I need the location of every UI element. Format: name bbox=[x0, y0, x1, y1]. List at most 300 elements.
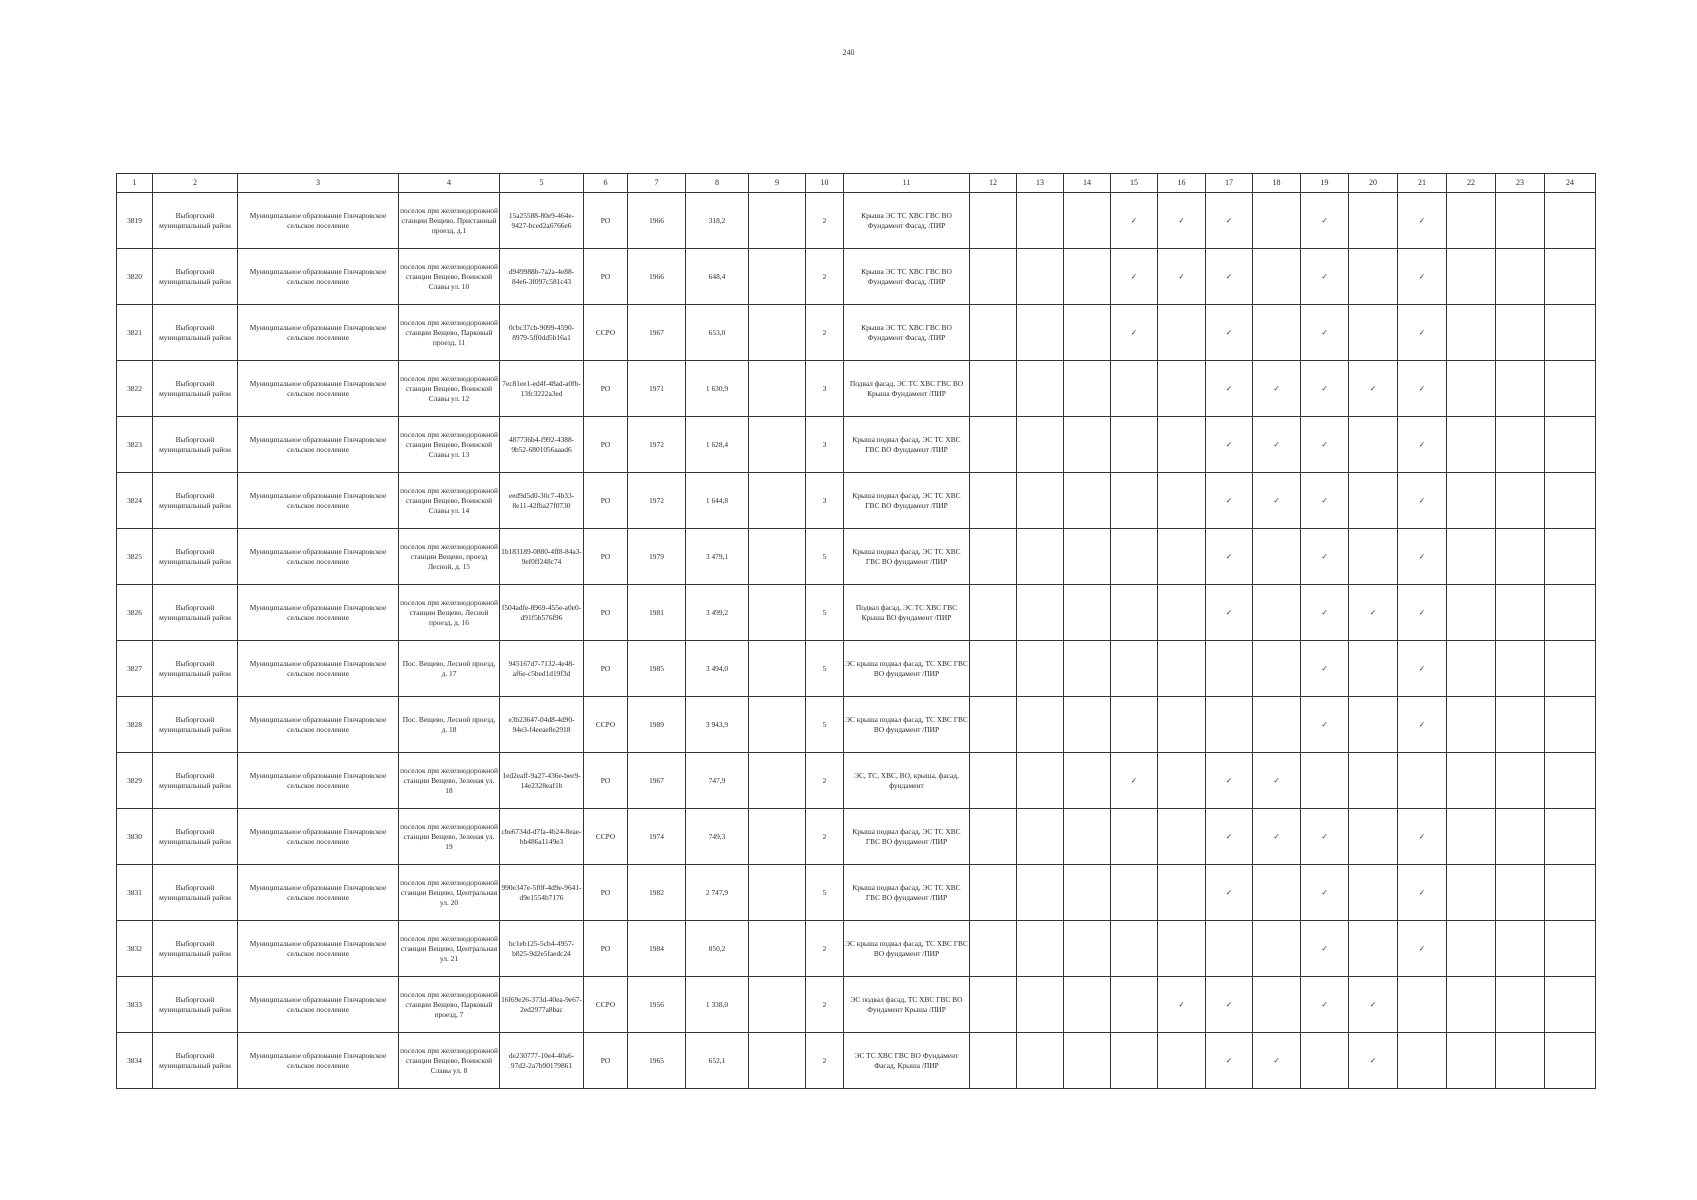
table-row bbox=[117, 193, 1596, 249]
floors-cell: 5 bbox=[806, 697, 844, 753]
column-22-cell bbox=[1447, 1033, 1496, 1089]
column-13-cell bbox=[1017, 641, 1064, 697]
district-cell: Выборгский муниципальный район bbox=[153, 361, 238, 417]
column-21-cell bbox=[1398, 473, 1447, 529]
building-id-cell: d949988b-7a2a-4e88-84e6-3f097c581c43 bbox=[500, 249, 584, 305]
building-id-cell: cbe6734d-d7fa-4b24-8eae-bb486a1149e3 bbox=[500, 809, 584, 865]
column-12-cell bbox=[970, 753, 1017, 809]
area-cell: 652,1 bbox=[686, 1033, 749, 1089]
column-18-cell bbox=[1253, 193, 1301, 249]
address-cell: Пос. Вещево, Лесной проезд, д. 17 bbox=[399, 641, 500, 697]
column-15-cell bbox=[1111, 921, 1158, 977]
column-16-cell bbox=[1158, 249, 1206, 305]
column-12-cell bbox=[970, 1033, 1017, 1089]
column-16-cell bbox=[1158, 417, 1206, 473]
type-cell: РО bbox=[584, 753, 628, 809]
column-15-cell bbox=[1111, 249, 1158, 305]
table-row bbox=[117, 1033, 1596, 1089]
type-cell: ССРО bbox=[584, 809, 628, 865]
municipality-cell: Муниципальное образование Гончаровское сельское поселение bbox=[238, 1033, 399, 1089]
works-cell: ЭС ТС ХВС ГВС ВО Фундамент Фасад, Крыша /ПИР bbox=[844, 1033, 970, 1089]
district-cell: Выборгский муниципальный район bbox=[153, 865, 238, 921]
check-mark-icon: ✓ bbox=[1418, 831, 1426, 841]
column-20-cell bbox=[1349, 753, 1398, 809]
column-9-cell bbox=[749, 417, 806, 473]
column-header-6: 6 bbox=[584, 174, 628, 193]
type-cell: РО bbox=[584, 921, 628, 977]
check-mark-icon: ✓ bbox=[1178, 271, 1185, 281]
column-22-cell bbox=[1447, 361, 1496, 417]
column-header-23: 23 bbox=[1496, 174, 1545, 193]
check-mark-icon: ✓ bbox=[1130, 775, 1138, 785]
type-cell: РО bbox=[584, 1033, 628, 1089]
municipality-cell: Муниципальное образование Гончаровское сельское поселение bbox=[238, 921, 399, 977]
column-21-cell bbox=[1398, 1033, 1447, 1089]
column-17-cell bbox=[1206, 1033, 1253, 1089]
check-mark-icon: ✓ bbox=[1225, 327, 1233, 337]
column-22-cell bbox=[1447, 977, 1496, 1033]
works-cell: Крыша ЭС ТС ХВС ГВС ВО Фундамент Фасад, /ПИР bbox=[844, 193, 970, 249]
column-13-cell bbox=[1017, 809, 1064, 865]
check-mark-icon: ✓ bbox=[1321, 383, 1328, 393]
municipality-cell: Муниципальное образование Гончаровское сельское поселение bbox=[238, 865, 399, 921]
table-row bbox=[117, 641, 1596, 697]
floors-cell: 2 bbox=[806, 1033, 844, 1089]
check-mark-icon: ✓ bbox=[1418, 887, 1426, 897]
column-24-cell bbox=[1545, 585, 1596, 641]
column-19-cell bbox=[1301, 809, 1349, 865]
column-9-cell bbox=[749, 361, 806, 417]
works-cell: ЭС крыша подвал фасад, ТС ХВС ГВС ВО фундамент /ПИР bbox=[844, 641, 970, 697]
column-18-cell bbox=[1253, 361, 1301, 417]
area-cell: 653,0 bbox=[686, 305, 749, 361]
building-id-cell: e3b23647-04d8-4d90-94e3-f4eeae8e2918 bbox=[500, 697, 584, 753]
page-number: 240 bbox=[842, 48, 855, 57]
header-row bbox=[117, 174, 1596, 193]
column-21-cell bbox=[1398, 529, 1447, 585]
address-cell: поселок при железнодорожной станции Вещево, Воинской Славы ул. 14 bbox=[399, 473, 500, 529]
column-21-cell bbox=[1398, 977, 1447, 1033]
column-19-cell bbox=[1301, 249, 1349, 305]
column-17-cell bbox=[1206, 697, 1253, 753]
check-mark-icon: ✓ bbox=[1273, 439, 1280, 449]
row-number: 3834 bbox=[117, 1033, 153, 1089]
column-13-cell bbox=[1017, 1033, 1064, 1089]
works-cell: Крыша ЭС ТС ХВС ГВС ВО Фундамент Фасад, /ПИР bbox=[844, 305, 970, 361]
building-id-cell: 15a25588-80e9-464e-9427-bced2a6766e6 bbox=[500, 193, 584, 249]
column-20-cell bbox=[1349, 193, 1398, 249]
area-cell: 747,9 bbox=[686, 753, 749, 809]
column-16-cell bbox=[1158, 809, 1206, 865]
column-header-9: 9 bbox=[749, 174, 806, 193]
address-cell: поселок при железнодорожной станции Вещево, Воинской Славы ул. 8 bbox=[399, 1033, 500, 1089]
column-24-cell bbox=[1545, 417, 1596, 473]
column-22-cell bbox=[1447, 529, 1496, 585]
column-21-cell bbox=[1398, 697, 1447, 753]
check-mark-icon: ✓ bbox=[1225, 495, 1233, 505]
area-cell: 318,2 bbox=[686, 193, 749, 249]
column-23-cell bbox=[1496, 417, 1545, 473]
check-mark-icon: ✓ bbox=[1225, 1055, 1233, 1065]
area-cell: 1 644,8 bbox=[686, 473, 749, 529]
column-23-cell bbox=[1496, 193, 1545, 249]
column-23-cell bbox=[1496, 585, 1545, 641]
column-12-cell bbox=[970, 809, 1017, 865]
area-cell: 2 747,9 bbox=[686, 865, 749, 921]
floors-cell: 2 bbox=[806, 753, 844, 809]
building-id-cell: eed9d5d0-30c7-4b33-8e11-42fba27f0730 bbox=[500, 473, 584, 529]
column-19-cell bbox=[1301, 977, 1349, 1033]
column-14-cell bbox=[1064, 305, 1111, 361]
column-16-cell bbox=[1158, 977, 1206, 1033]
municipality-cell: Муниципальное образование Гончаровское сельское поселение bbox=[238, 753, 399, 809]
column-12-cell bbox=[970, 361, 1017, 417]
address-cell: поселок при железнодорожной станции Вещево, Центральная ул. 20 bbox=[399, 865, 500, 921]
column-23-cell bbox=[1496, 753, 1545, 809]
column-24-cell bbox=[1545, 473, 1596, 529]
check-mark-icon: ✓ bbox=[1273, 495, 1280, 505]
column-22-cell bbox=[1447, 473, 1496, 529]
address-cell: поселок при железнодорожной станции Вещево, Лесной проезд, д. 16 bbox=[399, 585, 500, 641]
column-17-cell bbox=[1206, 361, 1253, 417]
column-12-cell bbox=[970, 585, 1017, 641]
column-13-cell bbox=[1017, 305, 1064, 361]
municipality-cell: Муниципальное образование Гончаровское сельское поселение bbox=[238, 641, 399, 697]
column-14-cell bbox=[1064, 865, 1111, 921]
check-mark-icon: ✓ bbox=[1321, 271, 1328, 281]
check-mark-icon: ✓ bbox=[1418, 327, 1426, 337]
column-20-cell bbox=[1349, 977, 1398, 1033]
year-cell: 1967 bbox=[628, 305, 686, 361]
column-16-cell bbox=[1158, 361, 1206, 417]
year-cell: 1956 bbox=[628, 977, 686, 1033]
column-12-cell bbox=[970, 305, 1017, 361]
column-18-cell bbox=[1253, 529, 1301, 585]
check-mark-icon: ✓ bbox=[1273, 1055, 1280, 1065]
column-20-cell bbox=[1349, 921, 1398, 977]
column-9-cell bbox=[749, 865, 806, 921]
works-cell: ЭС, ТС, ХВС, ВО, крыша, фасад, фундамент bbox=[844, 753, 970, 809]
district-cell: Выборгский муниципальный район bbox=[153, 193, 238, 249]
column-21-cell bbox=[1398, 865, 1447, 921]
column-14-cell bbox=[1064, 697, 1111, 753]
check-mark-icon: ✓ bbox=[1225, 439, 1233, 449]
municipality-cell: Муниципальное образование Гончаровское сельское поселение bbox=[238, 529, 399, 585]
column-22-cell bbox=[1447, 417, 1496, 473]
floors-cell: 2 bbox=[806, 921, 844, 977]
column-14-cell bbox=[1064, 585, 1111, 641]
column-9-cell bbox=[749, 697, 806, 753]
column-18-cell bbox=[1253, 249, 1301, 305]
column-18-cell bbox=[1253, 473, 1301, 529]
column-17-cell bbox=[1206, 921, 1253, 977]
column-23-cell bbox=[1496, 697, 1545, 753]
table-row bbox=[117, 865, 1596, 921]
floors-cell: 3 bbox=[806, 361, 844, 417]
column-16-cell bbox=[1158, 529, 1206, 585]
column-header-11: 11 bbox=[844, 174, 970, 193]
building-id-cell: f504adfe-8969-455e-a0e0-d91f5b576f96 bbox=[500, 585, 584, 641]
check-mark-icon: ✓ bbox=[1225, 607, 1233, 617]
column-16-cell bbox=[1158, 641, 1206, 697]
works-cell: Крыша подвал фасад, ЭС ТС ХВС ГВС ВО Фундамент /ПИР bbox=[844, 473, 970, 529]
row-number: 3826 bbox=[117, 585, 153, 641]
column-20-cell bbox=[1349, 473, 1398, 529]
works-cell: ЭС крыша подвал фасад, ТС ХВС ГВС ВО фундамент /ПИР bbox=[844, 921, 970, 977]
district-cell: Выборгский муниципальный район bbox=[153, 1033, 238, 1089]
column-header-15: 15 bbox=[1111, 174, 1158, 193]
column-19-cell bbox=[1301, 697, 1349, 753]
column-16-cell bbox=[1158, 753, 1206, 809]
row-number: 3827 bbox=[117, 641, 153, 697]
column-12-cell bbox=[970, 529, 1017, 585]
floors-cell: 5 bbox=[806, 865, 844, 921]
column-17-cell bbox=[1206, 417, 1253, 473]
area-cell: 850,2 bbox=[686, 921, 749, 977]
district-cell: Выборгский муниципальный район bbox=[153, 249, 238, 305]
column-9-cell bbox=[749, 641, 806, 697]
column-header-7: 7 bbox=[628, 174, 686, 193]
column-header-16: 16 bbox=[1158, 174, 1206, 193]
column-22-cell bbox=[1447, 249, 1496, 305]
building-id-cell: 7ec81ee1-ed4f-48ad-a0fb-13fc3222a3ed bbox=[500, 361, 584, 417]
column-23-cell bbox=[1496, 641, 1545, 697]
address-cell: поселок при железнодорожной станции Вещево, Зеленая ул. 19 bbox=[399, 809, 500, 865]
row-number: 3819 bbox=[117, 193, 153, 249]
building-id-cell: 1b183189-0880-4ff8-84a3-9ef0ff248c74 bbox=[500, 529, 584, 585]
column-16-cell bbox=[1158, 473, 1206, 529]
building-id-cell: bc1eb125-5cb4-4957-b825-9d2e5faedc24 bbox=[500, 921, 584, 977]
column-15-cell bbox=[1111, 529, 1158, 585]
column-20-cell bbox=[1349, 1033, 1398, 1089]
column-12-cell bbox=[970, 977, 1017, 1033]
check-mark-icon: ✓ bbox=[1418, 271, 1426, 281]
column-13-cell bbox=[1017, 585, 1064, 641]
column-21-cell bbox=[1398, 193, 1447, 249]
address-cell: поселок при железнодорожной станции Вещево, Парковый проезд, 11 bbox=[399, 305, 500, 361]
column-14-cell bbox=[1064, 361, 1111, 417]
column-16-cell bbox=[1158, 865, 1206, 921]
check-mark-icon: ✓ bbox=[1321, 831, 1328, 841]
municipality-cell: Муниципальное образование Гончаровское сельское поселение bbox=[238, 809, 399, 865]
column-18-cell bbox=[1253, 1033, 1301, 1089]
address-cell: поселок при железнодорожной станции Вещево, Воинской Славы ул. 10 bbox=[399, 249, 500, 305]
check-mark-icon: ✓ bbox=[1130, 215, 1138, 225]
check-mark-icon: ✓ bbox=[1321, 999, 1328, 1009]
year-cell: 1982 bbox=[628, 865, 686, 921]
column-header-12: 12 bbox=[970, 174, 1017, 193]
type-cell: РО bbox=[584, 529, 628, 585]
column-23-cell bbox=[1496, 529, 1545, 585]
check-mark-icon: ✓ bbox=[1321, 551, 1328, 561]
area-cell: 3 943,9 bbox=[686, 697, 749, 753]
column-17-cell bbox=[1206, 977, 1253, 1033]
check-mark-icon: ✓ bbox=[1273, 831, 1280, 841]
column-19-cell bbox=[1301, 1033, 1349, 1089]
type-cell: РО bbox=[584, 361, 628, 417]
floors-cell: 3 bbox=[806, 417, 844, 473]
column-22-cell bbox=[1447, 697, 1496, 753]
column-18-cell bbox=[1253, 305, 1301, 361]
type-cell: ССРО bbox=[584, 977, 628, 1033]
column-13-cell bbox=[1017, 865, 1064, 921]
area-cell: 1 338,0 bbox=[686, 977, 749, 1033]
column-header-21: 21 bbox=[1398, 174, 1447, 193]
table-row bbox=[117, 529, 1596, 585]
address-cell: поселок при железнодорожной станции Вещево, Зеленая ул. 18 bbox=[399, 753, 500, 809]
column-24-cell bbox=[1545, 193, 1596, 249]
municipality-cell: Муниципальное образование Гончаровское сельское поселение bbox=[238, 305, 399, 361]
column-20-cell bbox=[1349, 809, 1398, 865]
column-19-cell bbox=[1301, 585, 1349, 641]
check-mark-icon: ✓ bbox=[1225, 775, 1233, 785]
check-mark-icon: ✓ bbox=[1369, 607, 1377, 617]
column-24-cell bbox=[1545, 305, 1596, 361]
column-20-cell bbox=[1349, 417, 1398, 473]
registry-table bbox=[116, 173, 1596, 1089]
column-18-cell bbox=[1253, 585, 1301, 641]
column-header-5: 5 bbox=[500, 174, 584, 193]
area-cell: 749,3 bbox=[686, 809, 749, 865]
column-17-cell bbox=[1206, 473, 1253, 529]
district-cell: Выборгский муниципальный район bbox=[153, 641, 238, 697]
column-15-cell bbox=[1111, 585, 1158, 641]
year-cell: 1972 bbox=[628, 473, 686, 529]
column-22-cell bbox=[1447, 865, 1496, 921]
column-header-8: 8 bbox=[686, 174, 749, 193]
column-15-cell bbox=[1111, 417, 1158, 473]
district-cell: Выборгский муниципальный район bbox=[153, 417, 238, 473]
column-16-cell bbox=[1158, 193, 1206, 249]
column-21-cell bbox=[1398, 305, 1447, 361]
column-12-cell bbox=[970, 641, 1017, 697]
column-23-cell bbox=[1496, 921, 1545, 977]
column-14-cell bbox=[1064, 641, 1111, 697]
column-17-cell bbox=[1206, 809, 1253, 865]
column-12-cell bbox=[970, 193, 1017, 249]
column-13-cell bbox=[1017, 529, 1064, 585]
column-16-cell bbox=[1158, 1033, 1206, 1089]
column-14-cell bbox=[1064, 1033, 1111, 1089]
column-20-cell bbox=[1349, 585, 1398, 641]
type-cell: ССРО bbox=[584, 305, 628, 361]
year-cell: 1989 bbox=[628, 697, 686, 753]
type-cell: РО bbox=[584, 193, 628, 249]
works-cell: Крыша ЭС ТС ХВС ГВС ВО Фундамент Фасад, /ПИР bbox=[844, 249, 970, 305]
row-number: 3832 bbox=[117, 921, 153, 977]
column-14-cell bbox=[1064, 417, 1111, 473]
area-cell: 3 494,0 bbox=[686, 641, 749, 697]
column-12-cell bbox=[970, 249, 1017, 305]
works-cell: Крыша подвал фасад, ЭС ТС ХВС ГВС ВО фундамент /ПИР bbox=[844, 809, 970, 865]
column-14-cell bbox=[1064, 249, 1111, 305]
column-16-cell bbox=[1158, 697, 1206, 753]
area-cell: 648,4 bbox=[686, 249, 749, 305]
check-mark-icon: ✓ bbox=[1130, 271, 1138, 281]
column-21-cell bbox=[1398, 585, 1447, 641]
column-17-cell bbox=[1206, 249, 1253, 305]
column-17-cell bbox=[1206, 193, 1253, 249]
column-13-cell bbox=[1017, 753, 1064, 809]
district-cell: Выборгский муниципальный район bbox=[153, 585, 238, 641]
column-15-cell bbox=[1111, 809, 1158, 865]
column-20-cell bbox=[1349, 529, 1398, 585]
column-15-cell bbox=[1111, 1033, 1158, 1089]
column-13-cell bbox=[1017, 361, 1064, 417]
column-24-cell bbox=[1545, 921, 1596, 977]
table-row bbox=[117, 361, 1596, 417]
column-22-cell bbox=[1447, 809, 1496, 865]
year-cell: 1971 bbox=[628, 361, 686, 417]
building-id-cell: 1ed2eaff-9a27-436e-bee9-14e2328eaf1b bbox=[500, 753, 584, 809]
year-cell: 1966 bbox=[628, 249, 686, 305]
column-15-cell bbox=[1111, 361, 1158, 417]
column-17-cell bbox=[1206, 529, 1253, 585]
column-21-cell bbox=[1398, 809, 1447, 865]
floors-cell: 2 bbox=[806, 809, 844, 865]
column-9-cell bbox=[749, 249, 806, 305]
column-18-cell bbox=[1253, 977, 1301, 1033]
check-mark-icon: ✓ bbox=[1321, 943, 1328, 953]
address-cell: поселок при железнодорожной станции Вещево, Пристанный проезд, д.1 bbox=[399, 193, 500, 249]
table-row bbox=[117, 977, 1596, 1033]
works-cell: ЭС крыша подвал фасад, ТС ХВС ГВС ВО фундамент /ПИР bbox=[844, 697, 970, 753]
column-header-18: 18 bbox=[1253, 174, 1301, 193]
column-14-cell bbox=[1064, 753, 1111, 809]
check-mark-icon: ✓ bbox=[1178, 215, 1185, 225]
column-19-cell bbox=[1301, 865, 1349, 921]
check-mark-icon: ✓ bbox=[1418, 383, 1426, 393]
table-row bbox=[117, 697, 1596, 753]
column-23-cell bbox=[1496, 305, 1545, 361]
column-23-cell bbox=[1496, 809, 1545, 865]
column-19-cell bbox=[1301, 641, 1349, 697]
column-24-cell bbox=[1545, 361, 1596, 417]
year-cell: 1965 bbox=[628, 1033, 686, 1089]
check-mark-icon: ✓ bbox=[1418, 943, 1426, 953]
building-id-cell: 16f69e26-373d-40ea-9e67-2ed2977a8bac bbox=[500, 977, 584, 1033]
check-mark-icon: ✓ bbox=[1321, 663, 1328, 673]
column-15-cell bbox=[1111, 865, 1158, 921]
floors-cell: 5 bbox=[806, 641, 844, 697]
municipality-cell: Муниципальное образование Гончаровское сельское поселение bbox=[238, 249, 399, 305]
column-23-cell bbox=[1496, 361, 1545, 417]
check-mark-icon: ✓ bbox=[1321, 887, 1328, 897]
check-mark-icon: ✓ bbox=[1369, 1055, 1377, 1065]
check-mark-icon: ✓ bbox=[1418, 663, 1426, 673]
column-20-cell bbox=[1349, 361, 1398, 417]
check-mark-icon: ✓ bbox=[1418, 719, 1426, 729]
check-mark-icon: ✓ bbox=[1225, 215, 1233, 225]
column-21-cell bbox=[1398, 921, 1447, 977]
column-18-cell bbox=[1253, 753, 1301, 809]
column-19-cell bbox=[1301, 193, 1349, 249]
column-13-cell bbox=[1017, 697, 1064, 753]
row-number: 3831 bbox=[117, 865, 153, 921]
column-14-cell bbox=[1064, 193, 1111, 249]
column-20-cell bbox=[1349, 865, 1398, 921]
column-19-cell bbox=[1301, 361, 1349, 417]
column-header-3: 3 bbox=[238, 174, 399, 193]
column-15-cell bbox=[1111, 641, 1158, 697]
column-15-cell bbox=[1111, 305, 1158, 361]
type-cell: РО bbox=[584, 641, 628, 697]
column-20-cell bbox=[1349, 305, 1398, 361]
column-23-cell bbox=[1496, 977, 1545, 1033]
column-14-cell bbox=[1064, 809, 1111, 865]
check-mark-icon: ✓ bbox=[1225, 551, 1233, 561]
year-cell: 1979 bbox=[628, 529, 686, 585]
